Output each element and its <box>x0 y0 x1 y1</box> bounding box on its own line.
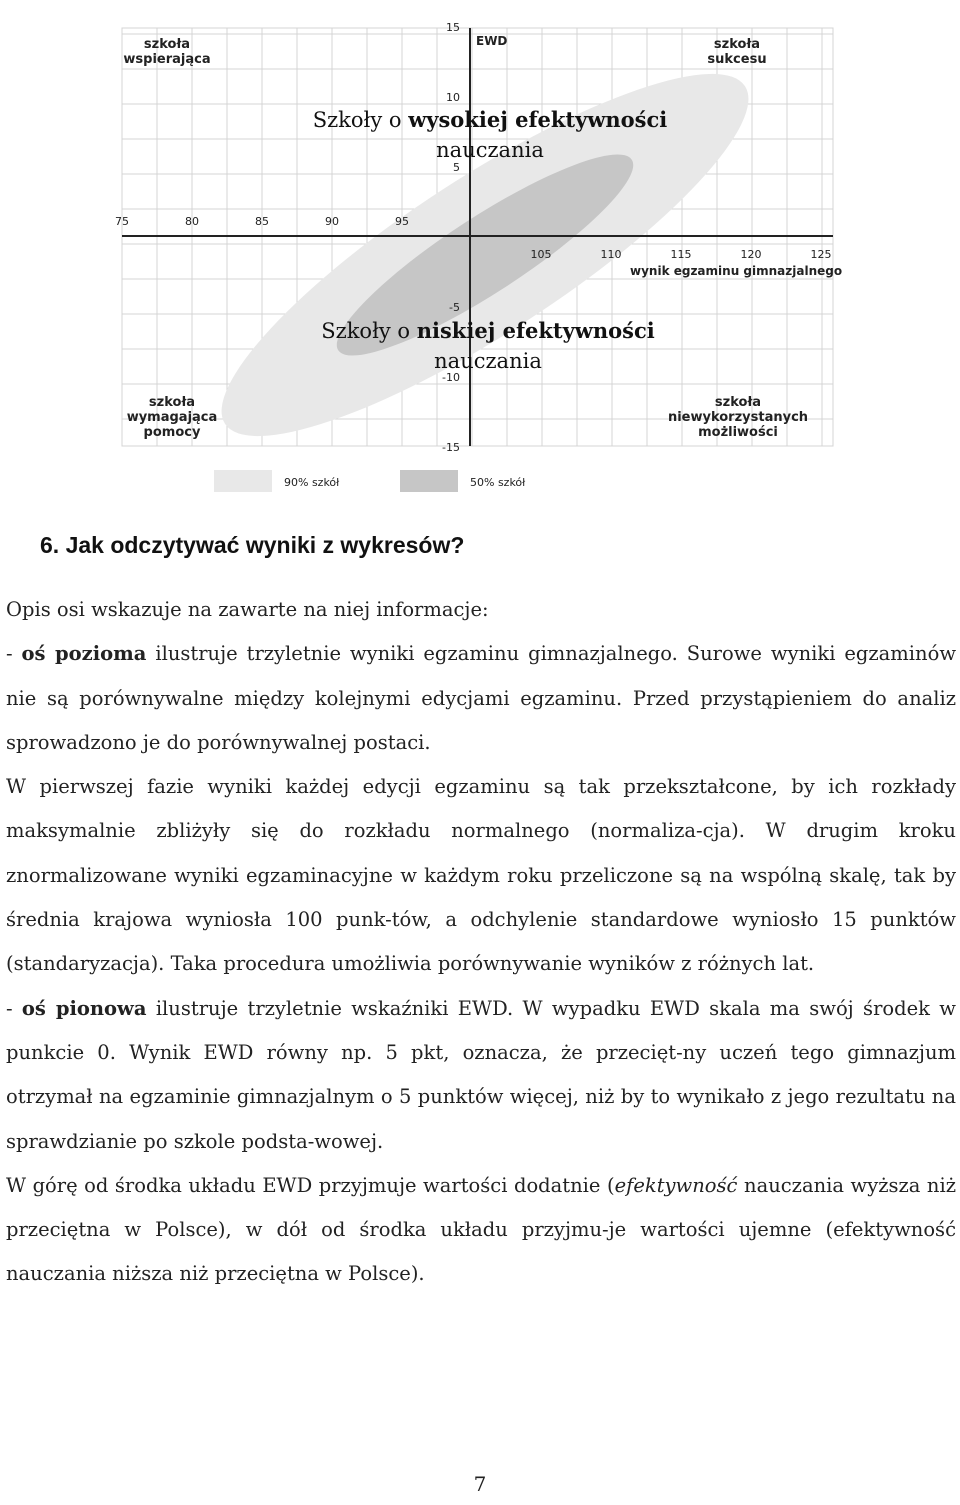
x-tick-label: 95 <box>395 215 409 228</box>
quadrant-label-unused-potential-school: szkoła niewykorzystanych możliwości <box>667 395 809 440</box>
paragraph-ewd-direction <box>6 1164 956 1297</box>
page-number: 7 <box>473 1472 487 1496</box>
body-text <box>6 588 956 1297</box>
paragraph-normalization: W pierwszej fazie wyniki każdej edycji egzaminu są tak przekształcone, by ich rozkłady maksymalnie zbliżyły się do rozkładu normalnego (normaliza-cja). W drugim kroku znormalizowane wyniki egzaminacyjne w każdym roku przeliczone są na wspólną skalę, tak by średnia krajowa wyniosła 100 punk-tów, a odchylenie standardowe wyniosło 15 punktów (standaryzacja). Taka procedura umożliwia porównywanie wyników z różnych lat. <box>6 775 956 976</box>
legend-label-50: 50% szkół <box>470 476 526 489</box>
x-tick-label: 75 <box>115 215 129 228</box>
p2-prefix: - <box>6 642 22 666</box>
low-efficiency-bold: niskiej efektywności <box>416 318 655 343</box>
legend-swatch-90 <box>214 470 272 492</box>
section-heading: 6. Jak odczytywać wyniki z wykresów? <box>40 532 465 558</box>
x-tick-label: 85 <box>255 215 269 228</box>
x-tick-label: 105 <box>530 248 552 261</box>
p4-bold: oś pionowa <box>21 996 147 1020</box>
quadrant-label-help-needed-school: szkoła wymagająca pomocy <box>126 395 218 440</box>
p5-rest: nauczania wyższa niż przeciętna w Polsce), w dół od środka układu przyjmu-je wartości ujemne (efektywność nauczania niższa niż przeciętna w Polsce). <box>6 1173 956 1286</box>
low-efficiency-prefix: Szkoły o <box>321 319 417 343</box>
p2-rest: ilustruje trzyletnie wyniki egzaminu gimnazjalnego. Surowe wyniki egzaminów nie są porównywalne między kolejnymi edycjami egzaminu. Przed przystąpieniem do analiz sprowadzono je do porównywalnej postaci. <box>6 642 957 754</box>
paragraph-axes-intro: Opis osi wskazuje na zawarte na niej informacje: <box>6 598 489 621</box>
y-tick-label: -10 <box>442 371 460 384</box>
legend-swatch-50 <box>400 470 458 492</box>
ewd-chart <box>0 0 960 500</box>
legend-label-90: 90% szkół <box>284 476 340 489</box>
quadrant-label-supported-school: szkoła wspierająca <box>123 37 211 67</box>
y-tick-label: -5 <box>449 301 460 314</box>
x-tick-label: 90 <box>325 215 339 228</box>
quadrant-label-success-school: szkoła sukcesu <box>707 37 767 67</box>
x-tick-label: 80 <box>185 215 199 228</box>
x-axis-label: wynik egzaminu gimnazjalnego <box>630 264 843 278</box>
p4-prefix: - <box>6 996 22 1020</box>
x-tick-label: 125 <box>810 248 832 261</box>
y-axis-label: EWD <box>476 34 508 48</box>
high-efficiency-label <box>240 105 740 165</box>
y-tick-label: -15 <box>442 441 460 454</box>
x-tick-label: 110 <box>600 248 622 261</box>
p4-rest: ilustruje trzyletnie wskaźniki EWD. W wypadku EWD skala ma swój środek w punkcie 0. Wynik EWD równy np. 5 pkt, oznacza, że przecięt-ny uczeń tego gimnazjum otrzymał na egzaminie gimnazjalnym o 5 punktów więcej, niż by to wynikało z jego rezultatu na sprawdzianie po szkole podsta-wowej. <box>6 996 956 1153</box>
paragraph-horizontal-axis <box>6 632 956 765</box>
low-efficiency-line2: nauczania <box>434 349 542 373</box>
low-efficiency-label <box>238 316 738 376</box>
y-tick-label: 10 <box>446 91 460 104</box>
y-tick-label: 15 <box>446 21 460 34</box>
high-efficiency-line2: nauczania <box>436 138 544 162</box>
paragraph-vertical-axis <box>6 987 956 1164</box>
p2-bold: oś pozioma <box>21 642 147 666</box>
y-tick-label: 5 <box>453 161 460 174</box>
p5-prefix: W górę od środka układu EWD przyjmuje wartości dodatnie ( <box>6 1173 615 1197</box>
x-tick-label: 115 <box>670 248 692 261</box>
high-efficiency-prefix: Szkoły o <box>312 108 409 132</box>
high-efficiency-bold: wysokiej efektywności <box>408 107 668 132</box>
p5-italic: efektywność <box>614 1173 738 1197</box>
x-tick-label: 120 <box>740 248 762 261</box>
